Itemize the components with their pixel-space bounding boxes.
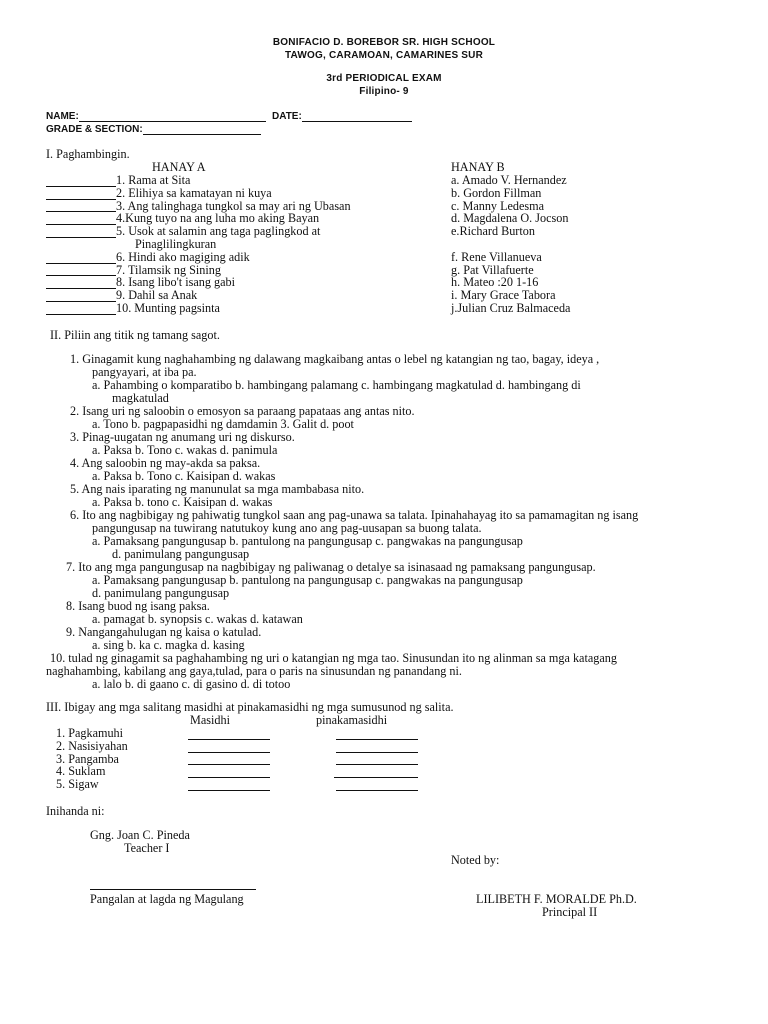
hanay-a-heading: HANAY A <box>152 160 206 174</box>
question-line: 2. Isang uri ng saloobin o emosyon sa paraang papataas ang antas nito. <box>70 404 415 418</box>
question-line: a. Pahambing o komparatibo b. hambingang palamang c. hambingang magkatulad d. hambingang di <box>92 378 581 392</box>
parent-signature-line[interactable] <box>90 889 256 890</box>
question-line: 4. Ang saloobin ng may-akda sa paksa. <box>70 456 261 470</box>
principal-name: LILIBETH F. MORALDE Ph.D. <box>476 892 637 906</box>
answer-blank[interactable] <box>46 304 116 315</box>
principal-title: Principal II <box>542 905 598 919</box>
list-item: 8. Isang libo't isang gabi <box>46 276 351 289</box>
answer-blank[interactable] <box>46 189 116 200</box>
part3-title: III. Ibigay ang mga salitang masidhi at pinakamasidhi ng mga sumusunod ng salita. <box>46 700 454 714</box>
pinakamasidhi-blank[interactable] <box>336 780 418 791</box>
pinakamasidhi-blank[interactable] <box>334 767 418 778</box>
answer-blank[interactable] <box>46 214 116 225</box>
question-line: 9. Nangangahulugan ng kaisa o katulad. <box>66 625 262 639</box>
list-item: 5. Usok at salamin ang taga paglingkod at <box>46 225 351 238</box>
list-item: 1. Pagkamuhi <box>56 727 418 740</box>
date-label: DATE: <box>272 111 302 122</box>
question-line: 5. Ang nais iparating ng manunulat sa mga mambabasa nito. <box>70 482 365 496</box>
masidhi-blank[interactable] <box>188 767 270 778</box>
pinakamasidhi-blank[interactable] <box>336 729 418 740</box>
list-item: 3. Ang talinghaga tungkol sa may ari ng Ubasan <box>46 200 351 213</box>
list-item: 4. Suklam <box>56 765 418 778</box>
list-item: c. Manny Ledesma <box>451 198 545 213</box>
answer-blank[interactable] <box>46 253 116 264</box>
answer-blank[interactable] <box>46 227 116 238</box>
masidhi-blank[interactable] <box>188 754 270 765</box>
answer-blank[interactable] <box>46 265 116 276</box>
list-item: 2. Elihiya sa kamatayan ni kuya <box>46 187 351 200</box>
date-blank[interactable] <box>302 111 412 122</box>
noted-by-label: Noted by: <box>451 853 500 867</box>
list-item: f. Rene Villanueva <box>451 249 542 264</box>
part3-list <box>56 727 418 791</box>
question-line: magkatulad <box>112 391 169 405</box>
grade-section-label: GRADE & SECTION: <box>46 124 143 135</box>
hanay-a-list <box>46 174 351 315</box>
grade-section-blank[interactable] <box>143 124 261 135</box>
masidhi-heading: Masidhi <box>190 713 230 727</box>
name-label: NAME: <box>46 111 79 122</box>
question-line: 6. Ito ang nagbibigay ng pahiwatig tungkol saan ang pag-unawa sa talata. Ipinahahayag ito sa pamamagitan ng isang <box>70 508 639 522</box>
question-line: 10. tulad ng ginagamit sa paghahambing ng uri o katangian ng mga tao. Sinusundan ito ng alinman sa mga katagang <box>50 651 617 665</box>
question-line: pangyayari, at iba pa. <box>92 365 197 379</box>
list-item: h. Mateo :20 1-16 <box>451 275 539 290</box>
question-line: a. Pamaksang pangungusap b. pantulong na pangungusap c. pangwakas na pangungusap <box>92 573 523 587</box>
list-item: d. Magdalena O. Jocson <box>451 211 569 226</box>
question-line: naghahambing, kabilang ang gaya,tulad, para o paris na sinusundan ng panandang ni. <box>46 664 462 678</box>
pinakamasidhi-blank[interactable] <box>336 742 418 753</box>
question-line: a. sing b. ka c. magka d. kasing <box>92 638 245 652</box>
list-item: 9. Dahil sa Anak <box>46 289 351 302</box>
hanay-b-heading: HANAY B <box>451 160 505 174</box>
question-line: 3. Pinag-uugatan ng anumang uri ng diskurso. <box>70 430 295 444</box>
list-item: i. Mary Grace Tabora <box>451 288 556 303</box>
question-line: a. Paksa b. tono c. Kaisipan d. wakas <box>92 495 273 509</box>
question-line: a. pamagat b. synopsis c. wakas d. katawan <box>92 612 303 626</box>
list-item: 3. Pangamba <box>56 753 418 766</box>
masidhi-blank[interactable] <box>188 780 270 791</box>
list-item <box>451 238 570 251</box>
list-item-continuation: Pinaglilingkuran <box>135 236 217 251</box>
answer-blank[interactable] <box>46 291 116 302</box>
answer-blank[interactable] <box>46 176 116 187</box>
answer-blank[interactable] <box>46 278 116 289</box>
subject-title: Filipino- 9 <box>359 86 409 97</box>
school-name: BONIFACIO D. BOREBOR SR. HIGH SCHOOL <box>272 37 496 48</box>
list-item: b. Gordon Fillman <box>451 185 542 200</box>
date-field[interactable] <box>272 111 412 122</box>
hanay-b-list <box>451 174 570 315</box>
list-item: 5. Sigaw <box>56 778 418 791</box>
teacher-name: Gng. Joan C. Pineda <box>90 828 190 842</box>
list-item: 7. Tilamsik ng Sining <box>46 264 351 277</box>
list-item: 10. Munting pagsinta <box>46 302 351 315</box>
pinakamasidhi-heading: pinakamasidhi <box>316 713 388 727</box>
question-line: 7. Ito ang mga pangungusap na nagbibigay ng paliwanag o detalye sa isinasaad ng pamaksang pangungusap. <box>66 560 596 574</box>
list-item: 4.Kung tuyo na ang luha mo aking Bayan <box>46 212 351 225</box>
question-line: a. Paksa b. Tono c. wakas d. panimula <box>92 443 278 457</box>
list-item: e.Richard Burton <box>451 224 535 239</box>
list-item: a. Amado V. Hernandez <box>451 173 567 187</box>
pinakamasidhi-blank[interactable] <box>336 754 418 765</box>
question-line: 1. Ginagamit kung naghahambing ng dalawang magkaibang antas o lebel ng katangian ng tao, bagay, ideya , <box>70 352 600 366</box>
exam-title: 3rd PERIODICAL EXAM <box>326 73 442 84</box>
question-line: a. Paksa b. Tono c. Kaisipan d. wakas <box>92 469 276 483</box>
name-field[interactable] <box>46 111 266 122</box>
question-line: d. panimulang pangungusap <box>112 547 250 561</box>
list-item: 2. Nasisiyahan <box>56 740 418 753</box>
question-line: pangungusap na tuwirang natutukoy kung ano ang pag-uusapan sa buong talata. <box>92 521 482 535</box>
list-item: g. Pat Villafuerte <box>451 262 534 277</box>
answer-blank[interactable] <box>46 201 116 212</box>
list-item: j.Julian Cruz Balmaceda <box>451 300 571 315</box>
name-blank[interactable] <box>79 111 266 122</box>
question-line: 8. Isang buod ng isang paksa. <box>66 599 210 613</box>
part2-title: II. Piliin ang titik ng tamang sagot. <box>50 328 220 342</box>
question-line: a. Pamaksang pangungusap b. pantulong na pangungusap c. pangwakas na pangungusap <box>92 534 523 548</box>
question-line: d. panimulang pangungusap <box>92 586 230 600</box>
grade-section-field[interactable] <box>46 124 261 135</box>
question-line: a. lalo b. di gaano c. di gasino d. di totoo <box>92 677 291 691</box>
school-address: TAWOG, CARAMOAN, CAMARINES SUR <box>284 50 484 61</box>
list-item: 1. Rama at Sita <box>46 174 351 187</box>
part1-title: I. Paghambingin. <box>46 147 130 161</box>
masidhi-blank[interactable] <box>188 729 270 740</box>
teacher-title: Teacher I <box>124 841 170 855</box>
question-line: a. Tono b. pagpapasidhi ng damdamin 3. Galit d. poot <box>92 417 354 431</box>
prepared-by-label: Inihanda ni: <box>46 804 105 818</box>
parent-signature-label: Pangalan at lagda ng Magulang <box>90 892 244 906</box>
masidhi-blank[interactable] <box>188 742 270 753</box>
list-item: 6. Hindi ako magiging adik <box>46 251 351 264</box>
